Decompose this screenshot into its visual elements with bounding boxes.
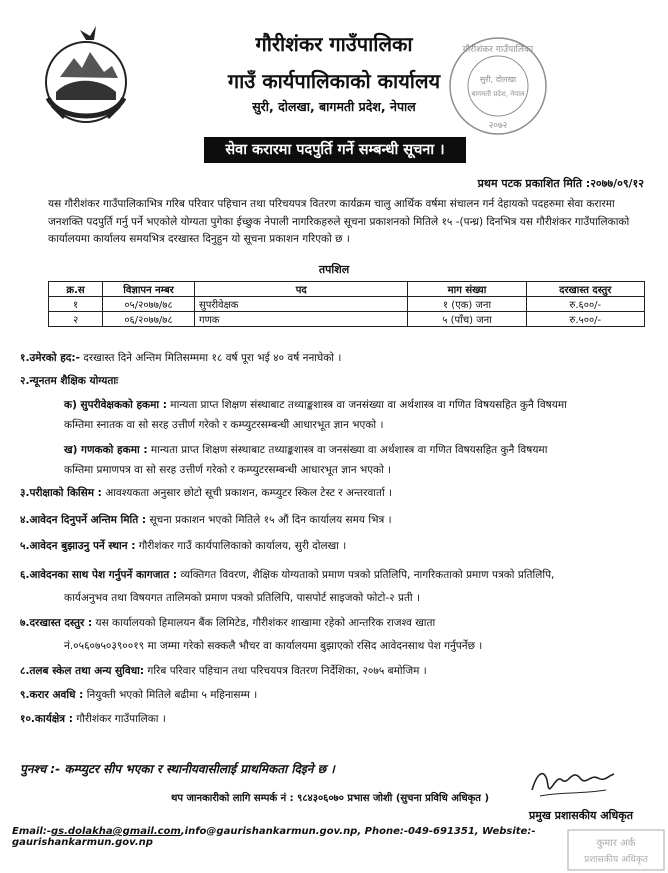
point-label: ४.आवेदन दिनुपर्ने अन्तिम मिति : — [20, 514, 147, 526]
point-1 — [20, 350, 648, 367]
col-sn: क्र.स — [49, 282, 103, 297]
point-2-heading: २.न्यूनतम शैक्षिक योग्यताः — [20, 375, 119, 387]
point-label: ३.परीक्षाको किसिम : — [20, 487, 102, 499]
email-link[interactable]: gs.dolakha@gmail.com — [51, 826, 181, 837]
point-label: ६.आवेदनका साथ पेश गर्नुपर्ने कागजात : — [20, 569, 178, 581]
table-cell: १ (एक) जना — [408, 297, 526, 312]
phone-number: Phone:-049-691351, — [361, 826, 479, 837]
point-2b-cont: कम्तिमा प्रमाणपत्र वा सो सरह उत्तीर्ण गरेको र कम्प्युटरसम्बन्धी आधारभूत ज्ञान भएको । — [64, 464, 392, 476]
point-label: १०.कार्यक्षेत्र : — [20, 713, 73, 725]
office-subtitle: गाउँ कार्यपालिकाको कार्यालय — [227, 69, 441, 93]
point-text: मान्यता प्राप्त शिक्षण संस्थाबाट तथ्याङ्कशास्त्र वा जनसंख्या वा अर्थशास्त्र वा गणित विषयसहित कुनै विषयमा — [166, 399, 567, 411]
point-text: गौरीशंकर गाउँ कार्यपालिकाको कार्यालय, सुरी दोलखा । — [135, 540, 347, 552]
point-7 — [20, 615, 648, 632]
point-text: सूचना प्रकाशन भएको मितिले १५ औं दिन कार्यालय समय भित्र । — [146, 514, 392, 526]
published-date: प्रथम पटक प्रकाशित मिति :२०७७/०९/१२ — [477, 177, 644, 190]
footer-contact — [12, 826, 652, 848]
vacancy-table — [48, 281, 645, 327]
table-cell: रु.६००/- — [526, 297, 644, 312]
col-demand: माग संख्या — [408, 282, 526, 297]
table-row — [49, 297, 645, 312]
intro-paragraph: यस गौरीशंकर गाउँपालिकाभित्र गरिब परिवार पहिचान तथा परिचयपत्र वितरण कार्यक्रम चालु आर्थिक वर्षमा संचालन गर्न देहायको पदहरुमा सेवा करारमा जनशक्ति पदपुर्ति गर्नु पर्ने भएकोले योग्यता पुगेका ईच्छुक नेपाली नागरिकहरुले सूचना प्रकाशनको मितिले १५ -(पन्ध्र) दिनभित्र यस गौरीशंकर गाउँपालिकाको कार्यालयमा कार्यालय समयभित्र दरखास्त दिनुहुन यो सूचना प्रकाशन गरिएको छ । — [48, 198, 630, 245]
signatory-stamp — [566, 828, 666, 872]
point-text: मान्यता प्राप्त शिक्षण संस्थाबाट तथ्याङ्कशास्त्र वा जनसंख्या वा अर्थशास्त्र वा गणित विषयसहित कुनै विषयमा — [147, 444, 548, 456]
point-label: १.उमेरको हद:- — [20, 352, 80, 364]
stamp-title: प्रशासकीय अधिकृत — [584, 855, 648, 865]
stamp-org: गौरीशंकर गाउँपालिका — [462, 45, 534, 55]
point-2a — [64, 397, 646, 414]
point-2a-cont: कम्तिमा स्नातक वा सो सरह उत्तीर्ण गरेको र कम्प्युटरसम्बन्धी आधारभूत ज्ञान भएको । — [64, 419, 384, 431]
point-5 — [20, 538, 648, 555]
point-6-cont: कार्यअनुभव तथा विषयगत तालिमको प्रमाण पत्रको प्रतिलिपि, पासपोर्ट साइजको फोटो-२ प्रती । — [64, 592, 420, 604]
point-6 — [20, 567, 648, 584]
table-header-row — [49, 282, 645, 297]
point-label: ८.तलब स्केल तथा अन्य सुविधा: — [20, 665, 145, 677]
stamp-year: २०७२ — [488, 121, 508, 131]
point-10 — [20, 711, 648, 728]
point-4 — [20, 512, 648, 529]
point-text: गौरीशंकर गाउँपालिका । — [72, 713, 166, 725]
postscript: पुनश्च :- कम्प्युटर सीप भएका र स्थानीयवासीलाई प्राथमिकता दिइने छ । — [20, 762, 335, 776]
table-cell: २ — [49, 312, 103, 327]
col-ad-number: विज्ञापन नम्बर — [103, 282, 195, 297]
stamp-place: सुरी, दोलखा — [479, 75, 517, 84]
table-cell: ५ (पाँच) जना — [408, 312, 526, 327]
table-cell: सुपरीवेक्षक — [194, 297, 408, 312]
point-9 — [20, 687, 648, 704]
officer-title: प्रमुख प्रशासकीय अधिकृत — [529, 809, 633, 822]
point-3 — [20, 485, 648, 502]
table-row — [49, 312, 645, 327]
col-fee: दरखास्त दस्तुर — [526, 282, 644, 297]
table-cell: ०५/२०७७/७८ — [103, 297, 195, 312]
office-stamp — [442, 34, 554, 139]
point-label: ७.दरखास्त दस्तुर : — [20, 617, 93, 629]
table-cell: गणक — [194, 312, 408, 327]
point-text: नियुक्ती भएको मितिले बढीमा ५ महिनासम्म । — [83, 689, 258, 701]
point-text: आवश्यकता अनुसार छोटो सूची प्रकाशन, कम्प्युटर स्किल टेस्ट र अन्तरवार्ता । — [101, 487, 393, 499]
point-text: यस कार्यालयको हिमालयन बैंक लिमिटेड, गौरीशंकर शाखामा रहेको आन्तरिक राजश्व खाता — [92, 617, 436, 629]
contact-info: थप जानकारीको लागि सम्पर्क नं : ९८४३०६०७० प्रभास जोशी (सुचना प्रविधि अधिकृत ) — [170, 793, 490, 804]
stamp-province: बागमती प्रदेश, नेपाल — [471, 90, 525, 98]
signature — [528, 760, 616, 804]
point-label: क) सुपरीवेक्षकको हकमा : — [64, 399, 167, 411]
table-cell: १ — [49, 297, 103, 312]
point-text: दरखास्त दिने अन्तिम मितिसम्ममा १८ वर्ष पूरा भई ४० वर्ष ननाघेको । — [79, 352, 342, 364]
point-7-cont: नं.०५६०७५०३९००१९ मा जम्मा गरेको सक्कलै भौचर वा कार्यालयमा बुझाएको रसिद आवेदनसाथ पेश गर्नुपर्नेछ । — [64, 640, 483, 652]
table-cell: रु.५००/- — [526, 312, 644, 327]
point-label: ९.करार अवधि : — [20, 689, 84, 701]
notice-title: सेवा करारमा पदपुर्ति गर्ने सम्बन्धी सूचना । — [204, 137, 466, 163]
email-label: Email:- — [12, 826, 52, 837]
point-label: ख) गणकको हकमा : — [64, 444, 148, 456]
col-post: पद — [194, 282, 408, 297]
point-text: व्यक्तिगत विवरण, शैक्षिक योग्यताको प्रमाण पत्रको प्रतिलिपि, नागरिकताको प्रमाण पत्रको प्रतिलिपि, — [177, 569, 555, 581]
stamp-name: कुमार अर्क — [596, 838, 636, 849]
point-text: गरिब परिवार पहिचान तथा परिचयपत्र वितरण निर्देशिका, २०७५ बमोजिम । — [144, 665, 427, 677]
email-secondary: ,info@gaurishankarmun.gov.np, — [180, 826, 362, 837]
point-label: ५.आवेदन बुझाउनु पर्ने स्थान : — [20, 540, 136, 552]
office-title: गौरीशंकर गाउँपालिका — [255, 32, 413, 56]
table-cell: ०६/२०७७/७८ — [103, 312, 195, 327]
website: Website:-gaurishankarmun.gov.np — [12, 826, 536, 848]
office-address: सुरी, दोलखा, बागमती प्रदेश, नेपाल — [252, 99, 416, 114]
point-2b — [64, 442, 646, 459]
point-8 — [20, 663, 648, 680]
details-heading: तपशिल — [318, 263, 350, 276]
